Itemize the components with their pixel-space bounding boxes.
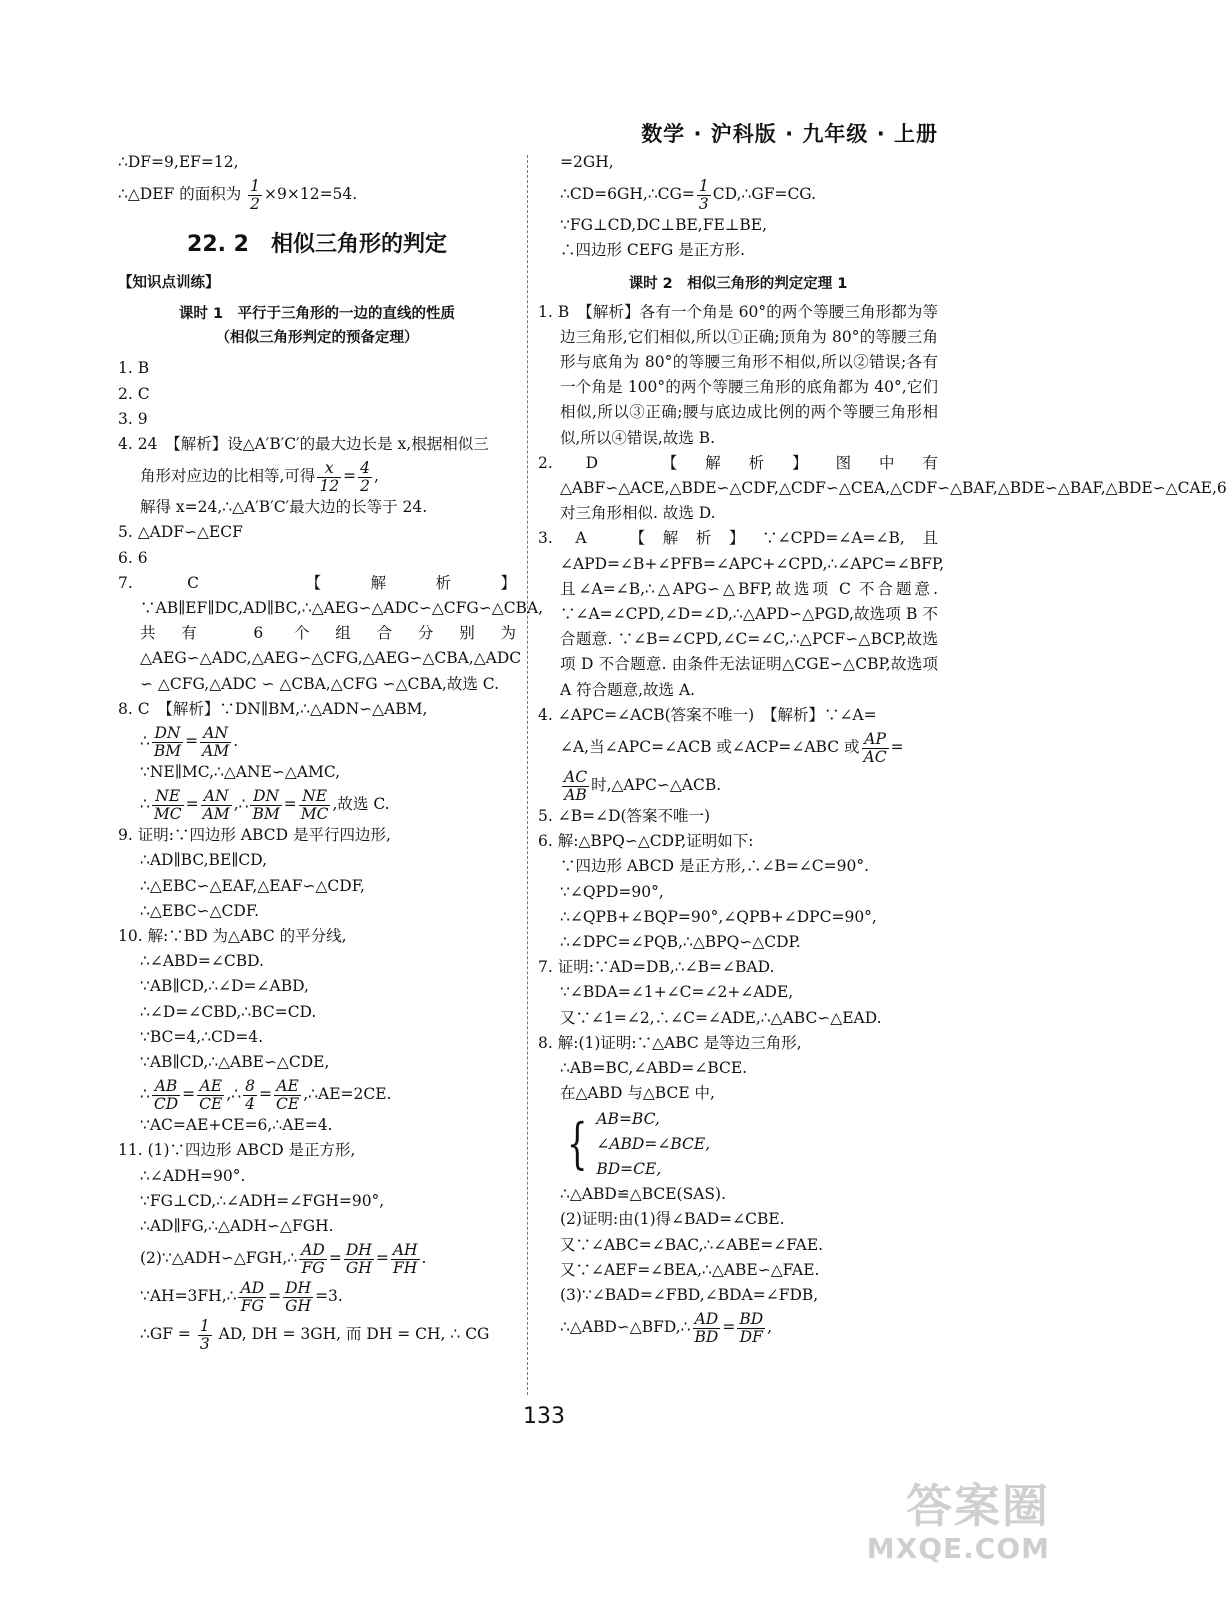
answer-3: 3. 9 xyxy=(118,409,148,428)
answer-7: 7. C 【解析】∵AB∥EF∥DC,AD∥BC,∴△AEG∽△ADC∽△CFG∽△CBA,共有 6 个组合分别为△AEG∽△ADC,△AEG∽△CFG,△AEG∽△CBA,△ADC ∽ △CFG,△ADC ∽ △CBA,△CFG ∽△CBA,故选 C. xyxy=(118,573,544,693)
answer-9-line: ∴△EBC∽△EAF,△EAF∽△CDF, xyxy=(140,876,365,895)
system-line: ∠ABD=∠BCE, xyxy=(596,1134,711,1153)
answer-9-line: ∴AD∥BC,BE∥CD, xyxy=(140,851,268,870)
answer-8-line: (2)证明:由(1)得∠BAD=∠CBE. xyxy=(560,1210,785,1229)
fraction: $\frac{AH}{FH}$ xyxy=(392,1240,418,1277)
text-line: ∴△DEF 的面积为 $\frac{1}{2}$ ×9×12=54. xyxy=(118,176,358,213)
answer-6-line: ∵四边形 ABCD 是正方形,∴∠B=∠C=90°. xyxy=(560,857,870,876)
answer-6-line: ∵∠QPD=90°, xyxy=(560,882,664,901)
answer-1: 1. B 【解析】各有一个角是 60°的两个等腰三角形都为等边三角形,它们相似,所以①正确;顶角为 80°的等腰三角形与底角为 80°的等腰三角形不相似,所以②错误;各有一个角是 100°的两个等腰三角形的底角都为 40°,它们相似,所以③正确;腰与底边成比例的两个等腰三角形相似,所以④错误,故选 B. xyxy=(538,302,938,447)
fraction: $\frac{AD}{FG}$ xyxy=(301,1240,325,1277)
answer-8-line: ∴△ABD≌△BCE(SAS). xyxy=(560,1185,727,1204)
answer-11-line: (2)∵△ADH∽△FGH,∴ $\frac{AD}{FG}$ = $\frac{DH}{GH}$ = $\frac{AH}{FH}$ . xyxy=(140,1240,427,1277)
fraction: $\frac{AD}{FG}$ xyxy=(240,1278,265,1315)
fraction: $\frac{AP}{AC}$ xyxy=(863,729,887,766)
answer-6-line: ∴∠QPB+∠BQP=90°,∠QPB+∠DPC=90°, xyxy=(560,907,877,926)
text-line: ∴CD=6GH,∴CG= $\frac{1}{3}$ CD,∴GF=CG. xyxy=(560,176,817,213)
answer-7-line: ∵∠BDA=∠1+∠C=∠2+∠ADE, xyxy=(560,983,794,1002)
fraction: $\frac{AC}{AB}$ xyxy=(564,767,588,804)
answer-8-line: ∴AB=BC,∠ABD=∠BCE. xyxy=(560,1059,748,1078)
text-line: ∴DF=9,EF=12, xyxy=(118,153,239,171)
fraction: $\frac{AN}{AM}$ xyxy=(202,786,230,823)
watermark-logo xyxy=(830,1480,1050,1568)
answer-6: 6. 6 xyxy=(118,548,148,567)
answer-9-line: ∴△EBC∽△CDF. xyxy=(140,901,260,920)
fraction: $\frac{AB}{CD}$ xyxy=(153,1076,179,1113)
lesson-title: 课时 2 相似三角形的判定定理 1 xyxy=(628,275,848,292)
answer-10-line: 10. 解:∵BD 为△ABC 的平分线, xyxy=(118,927,347,946)
answer-4-line: 角形对应边的比相等,可得 $\frac{x}{12}$ = $\frac{4}{2}$ , xyxy=(140,458,379,495)
answer-8-line: ∴ $\frac{DN}{BM}$ = $\frac{AN}{AM}$ . xyxy=(140,723,239,760)
answer-4-line: 4. ∠APC=∠ACB(答案不唯一) 【解析】∵∠A= xyxy=(538,705,877,724)
answer-8-line: ∵NE∥MC,∴△ANE∽△AMC, xyxy=(140,763,341,782)
answer-6-line: 6. 解:△BPQ∽△CDP,证明如下: xyxy=(538,832,754,851)
answer-10-line: ∴∠D=∠CBD,∴BC=CD. xyxy=(140,1002,317,1021)
answer-4-line: 4. 24 【解析】设△A′B′C′的最大边长是 x,根据相似三 xyxy=(118,435,489,454)
section-title: 22. 2 相似三角形的判定 xyxy=(187,232,447,258)
fraction: $\frac{8}{4}$ xyxy=(245,1076,256,1113)
answer-8-line: (3)∵∠BAD=∠FBD,∠BDA=∠FDB, xyxy=(560,1285,819,1304)
fraction: $\frac{AE}{CE}$ xyxy=(199,1076,223,1113)
answer-4-line: 解得 x=24,∴△A′B′C′最大边的长等于 24. xyxy=(140,498,428,517)
answer-10-line: ∵AB∥CD,∴∠D=∠ABD, xyxy=(140,977,309,996)
equation-system xyxy=(538,1107,938,1183)
answer-9-line: 9. 证明:∵四边形 ABCD 是平行四边形, xyxy=(118,826,391,845)
fraction: $\frac{DN}{BM}$ xyxy=(252,786,280,823)
answer-11-line: ∵AH=3FH,∴ $\frac{AD}{FG}$ = $\frac{DH}{GH}$ =3. xyxy=(140,1278,343,1315)
system-line: AB=BC, xyxy=(596,1109,660,1128)
fraction: $\frac{DH}{GH}$ xyxy=(345,1240,372,1277)
answer-6-line: ∴∠DPC=∠PQB,∴△BPQ∽△CDP. xyxy=(560,933,801,952)
left-column xyxy=(118,150,544,1353)
answer-2: 2. C xyxy=(118,384,150,403)
answer-8-line: 8. 解:(1)证明:∵△ABC 是等边三角形, xyxy=(538,1033,802,1052)
column-divider xyxy=(527,155,528,1395)
answer-4-line: ∠A,当∠APC=∠ACB 或∠ACP=∠ABC 或 $\frac{AP}{AC}$ = xyxy=(560,729,904,766)
fraction: $\frac{x}{12}$ xyxy=(319,458,340,495)
answer-10-line: ∵AB∥CD,∴△ABE∽△CDE, xyxy=(140,1053,330,1072)
answer-7-line: 7. 证明:∵AD=DB,∴∠B=∠BAD. xyxy=(538,958,775,977)
lesson-title: 课时 1 平行于三角形的一边的直线的性质 xyxy=(178,306,456,323)
page-number: 133 xyxy=(523,1404,565,1429)
fraction: $\frac{AD}{BD}$ xyxy=(694,1309,719,1346)
answer-10-line: ∴ $\frac{AB}{CD}$ = $\frac{AE}{CE}$ ,∴ $\frac{8}{4}$ = $\frac{AE}{CE}$ ,∴AE=2CE. xyxy=(140,1076,392,1113)
fraction: $\frac{AN}{AM}$ xyxy=(202,723,230,760)
fraction: $\frac{4}{2}$ xyxy=(360,458,371,495)
text-line: ∵FG⊥CD,DC⊥BE,FE⊥BE, xyxy=(560,216,768,235)
fraction: $\frac{DH}{GH}$ xyxy=(285,1278,312,1315)
answer-3: 3. A 【解析】∵∠CPD=∠A=∠B,且∠APD=∠B+∠PFB=∠APC+∠CPD,∴∠APC=∠BFP,且∠A=∠B,∴△APG∽△BFP,故选项 C 不合题意. ∵∠A=∠CPD,∠D=∠D,∴△APD∽△PGD,故选项 B 不合题意. ∵∠B=∠CPD,∠C=∠C,∴△PCF∽△BCP,故选项 D 不合题意. 由条件无法证明△CGE∽△CBP,故选项 A 符合题意,故选 A. xyxy=(538,529,945,699)
answer-11-line: ∴AD∥FG,∴△ADH∽△FGH. xyxy=(140,1217,334,1236)
answer-11-line: 11. (1)∵四边形 ABCD 是正方形, xyxy=(118,1141,356,1160)
answer-8-line: 在△ABD 与△BCE 中, xyxy=(560,1084,715,1103)
answer-10-line: ∴∠ABD=∠CBD. xyxy=(140,952,264,971)
fraction: $\frac{AE}{CE}$ xyxy=(276,1076,300,1113)
fraction: $\frac{1}{3}$ xyxy=(698,176,709,213)
fraction: $\frac{1}{3}$ xyxy=(199,1316,210,1353)
fraction: $\frac{BD}{DF}$ xyxy=(739,1309,764,1346)
text-line: ∴四边形 CEFG 是正方形. xyxy=(560,241,746,260)
watermark-chars: 答案圈 xyxy=(906,1479,1050,1533)
answer-1: 1. B xyxy=(118,359,150,378)
answer-7-line: 又∵∠1=∠2,∴∠C=∠ADE,∴△ABC∽△EAD. xyxy=(560,1008,882,1027)
answer-5: 5. △ADF∽△ECF xyxy=(118,523,243,542)
fraction: $\frac{DN}{BM}$ xyxy=(153,723,182,760)
system-line: BD=CE, xyxy=(596,1159,662,1178)
answer-8-line: 又∵∠AEF=∠BEA,∴△ABE∽△FAE. xyxy=(560,1260,820,1279)
text-line: =2GH, xyxy=(560,153,614,171)
answer-8-line: ∴△ABD∽△BFD,∴ $\frac{AD}{BD}$ = $\frac{BD}{DF}$ , xyxy=(560,1309,773,1346)
brace-symbol: { xyxy=(566,1112,588,1176)
answer-8-line: ∴ $\frac{NE}{MC}$ = $\frac{AN}{AM}$ ,∴ $\frac{DN}{BM}$ = $\frac{NE}{MC}$ ,故选 C. xyxy=(140,786,390,823)
answer-8-line: 8. C 【解析】∵DN∥BM,∴△ADN∽△ABM, xyxy=(118,699,428,718)
answer-10-line: ∵AC=AE+CE=6,∴AE=4. xyxy=(140,1116,333,1135)
answer-10-line: ∵BC=4,∴CD=4. xyxy=(140,1027,264,1046)
fraction: $\frac{1}{2}$ xyxy=(250,176,261,213)
right-column xyxy=(538,150,1227,1346)
watermark-site: MXQE.COM xyxy=(866,1532,1050,1565)
lesson-subtitle: （相似三角形判定的预备定理） xyxy=(215,330,419,347)
answer-5: 5. ∠B=∠D(答案不唯一) xyxy=(538,807,711,826)
fraction: $\frac{NE}{MC}$ xyxy=(300,786,329,823)
answer-4-line: $\frac{AC}{AB}$ 时,△APC∽△ACB. xyxy=(564,767,722,804)
answer-11-line: ∴∠ADH=90°. xyxy=(140,1166,246,1185)
answer-8-line: 又∵∠ABC=∠BAC,∴∠ABE=∠FAE. xyxy=(560,1235,824,1254)
page-header: 数学 · 沪科版 · 九年级 · 上册 xyxy=(641,122,938,146)
fraction: $\frac{NE}{MC}$ xyxy=(153,786,182,823)
section-tag: 【知识点训练】 xyxy=(118,275,220,292)
answer-11-line: ∵FG⊥CD,∴∠ADH=∠FGH=90°, xyxy=(140,1191,385,1210)
answer-11-line: ∴GF = $\frac{1}{3}$ AD, DH = 3GH, 而 DH = CH, ∴ CG xyxy=(140,1316,490,1353)
answer-2: 2. D 【解析】图中有△ABF∽△ACE,△BDE∽△CDF,△CDF∽△CEA,△CDF∽△BAF,△BDE∽△BAF,△BDE∽△CAE,6 对三角形相似. 故选 D. xyxy=(538,453,1227,523)
